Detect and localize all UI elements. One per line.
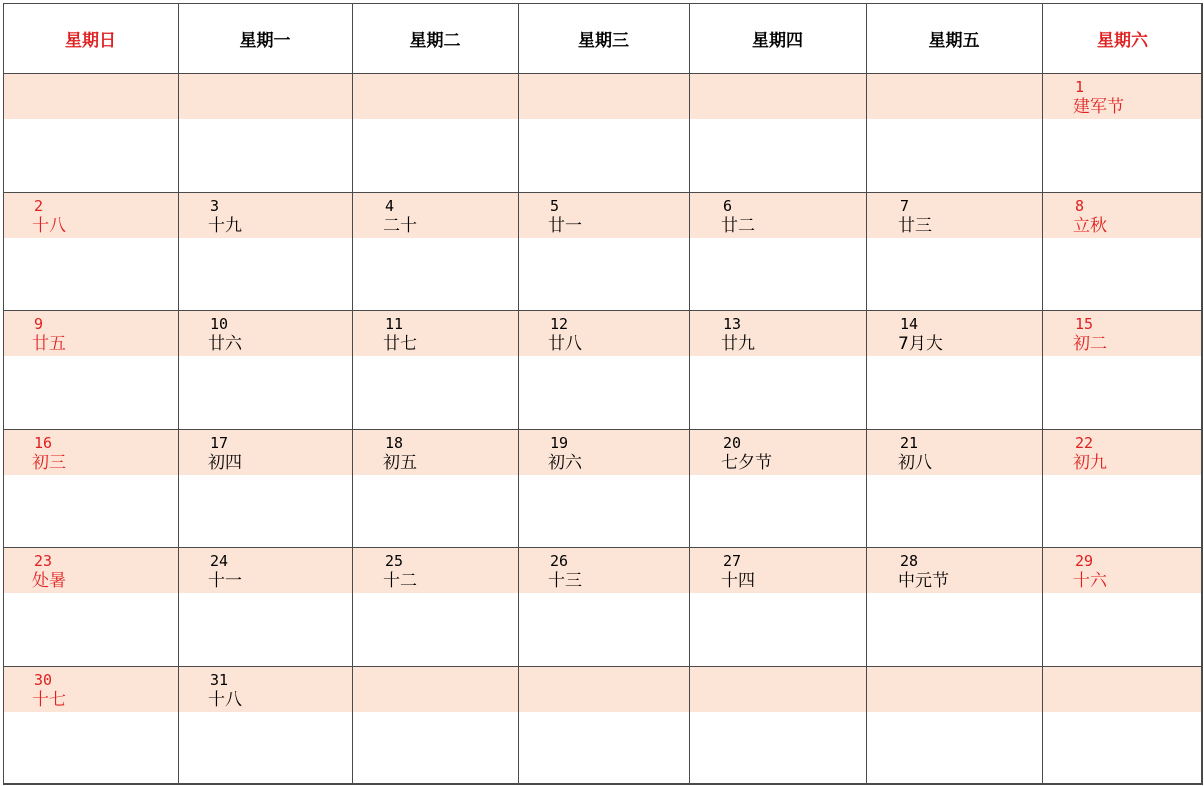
day-number: 17 (210, 434, 229, 452)
day-number: 14 (900, 315, 919, 333)
grid-line-vertical (518, 3, 519, 785)
grid-line-horizontal (3, 429, 1203, 430)
lunar-date: 初二 (1073, 334, 1107, 354)
day-number: 20 (723, 434, 742, 452)
day-number: 21 (900, 434, 919, 452)
weekday-header: 星期四 (752, 30, 803, 51)
lunar-date: 廿八 (548, 334, 582, 354)
day-number: 1 (1075, 78, 1085, 96)
lunar-date: 廿一 (548, 216, 582, 236)
day-number: 19 (550, 434, 569, 452)
grid-line-vertical (866, 3, 867, 785)
day-number: 6 (723, 197, 733, 215)
day-number: 11 (385, 315, 404, 333)
lunar-date: 立秋 (1073, 216, 1107, 236)
lunar-date: 十七 (32, 690, 66, 710)
day-number: 4 (385, 197, 395, 215)
day-number: 12 (550, 315, 569, 333)
lunar-date: 十八 (208, 690, 242, 710)
day-number: 5 (550, 197, 560, 215)
day-number: 24 (210, 552, 229, 570)
grid-line-horizontal (3, 73, 1203, 74)
date-band (3, 311, 1203, 356)
lunar-date: 初八 (898, 453, 932, 473)
date-band (3, 667, 1203, 712)
lunar-date: 十三 (548, 571, 582, 591)
lunar-date: 七夕节 (721, 453, 772, 473)
lunar-date: 十二 (383, 571, 417, 591)
day-number: 26 (550, 552, 569, 570)
grid-line-vertical (178, 3, 179, 785)
day-number: 2 (34, 197, 44, 215)
lunar-date: 廿七 (383, 334, 417, 354)
lunar-date: 初四 (208, 453, 242, 473)
grid-line-horizontal (3, 666, 1203, 667)
lunar-date: 十一 (208, 571, 242, 591)
lunar-date: 廿二 (721, 216, 755, 236)
day-number: 16 (34, 434, 53, 452)
day-number: 22 (1075, 434, 1094, 452)
grid-line-vertical (1042, 3, 1043, 785)
weekday-header: 星期日 (65, 30, 116, 51)
lunar-date: 十六 (1073, 571, 1107, 591)
grid-line-horizontal (3, 192, 1203, 193)
day-number: 31 (210, 671, 229, 689)
day-number: 3 (210, 197, 220, 215)
weekday-header: 星期三 (578, 30, 629, 51)
grid-line-horizontal (3, 310, 1203, 311)
weekday-header: 星期六 (1097, 30, 1148, 51)
day-number: 8 (1075, 197, 1085, 215)
grid-line-vertical (352, 3, 353, 785)
day-number: 28 (900, 552, 919, 570)
lunar-date: 7月大 (898, 334, 943, 354)
grid-line-horizontal (3, 3, 1203, 4)
lunar-date: 廿九 (721, 334, 755, 354)
lunar-date: 初五 (383, 453, 417, 473)
day-number: 15 (1075, 315, 1094, 333)
lunar-date: 十四 (721, 571, 755, 591)
day-number: 13 (723, 315, 742, 333)
date-band (3, 430, 1203, 475)
day-number: 10 (210, 315, 229, 333)
weekday-header: 星期二 (409, 30, 461, 51)
grid-line-horizontal (3, 784, 1203, 785)
date-band (3, 548, 1203, 593)
date-band (3, 74, 1203, 119)
lunar-date: 初三 (32, 453, 66, 473)
grid-line-horizontal (3, 547, 1203, 548)
lunar-date: 处暑 (32, 571, 66, 591)
lunar-date: 中元节 (898, 571, 949, 591)
day-number: 7 (900, 197, 910, 215)
lunar-date: 十八 (32, 216, 66, 236)
weekday-header: 星期一 (239, 30, 291, 51)
day-number: 27 (723, 552, 742, 570)
day-number: 23 (34, 552, 53, 570)
day-number: 9 (34, 315, 44, 333)
date-band (3, 193, 1203, 238)
lunar-date: 廿六 (208, 334, 242, 354)
lunar-date: 十九 (208, 216, 242, 236)
day-number: 25 (385, 552, 404, 570)
lunar-date: 初九 (1073, 453, 1107, 473)
day-number: 29 (1075, 552, 1094, 570)
day-number: 18 (385, 434, 404, 452)
lunar-date: 廿三 (898, 216, 932, 236)
lunar-date: 二十 (383, 216, 417, 236)
grid-line-vertical (1202, 3, 1203, 785)
weekday-header: 星期五 (928, 30, 980, 51)
day-number: 30 (34, 671, 53, 689)
lunar-date: 建军节 (1073, 97, 1124, 117)
lunar-date: 廿五 (32, 334, 66, 354)
lunar-date: 初六 (548, 453, 582, 473)
grid-line-vertical (3, 3, 4, 785)
grid-line-vertical (689, 3, 690, 785)
